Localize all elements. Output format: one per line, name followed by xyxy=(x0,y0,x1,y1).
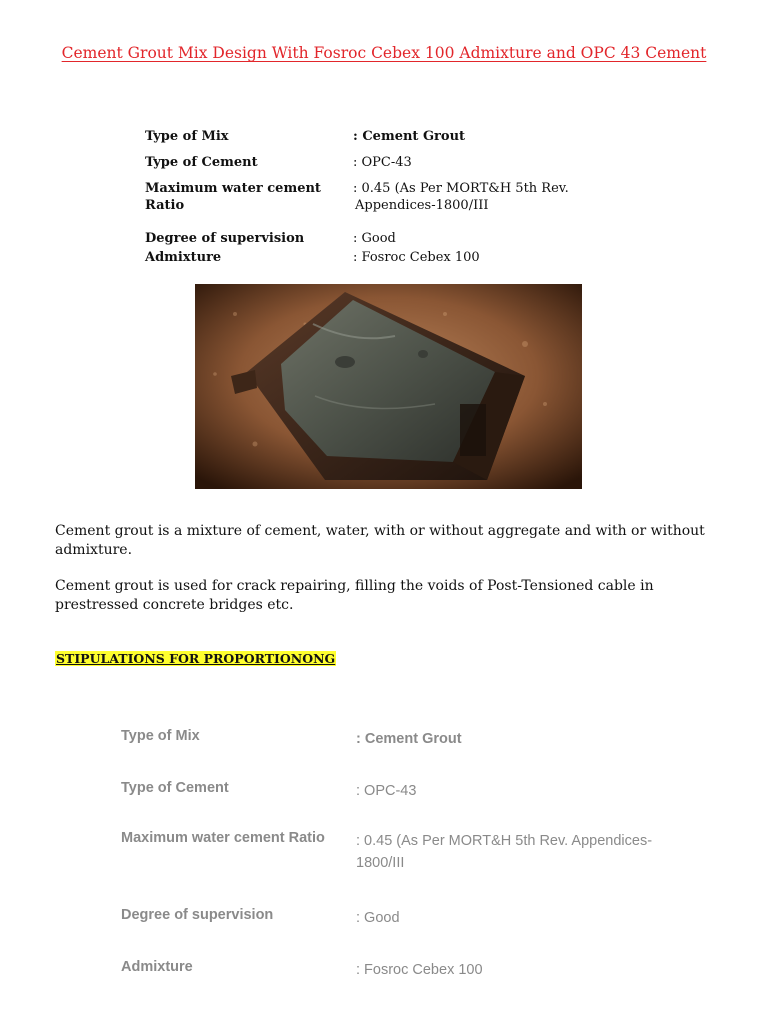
shot-wc-value: : 0.45 (As Per MORT&H 5th Rev. Appendices-1800/III xyxy=(356,833,653,871)
spec-wc-value-line2: Appendices-1800/III xyxy=(355,198,489,213)
document-title: Cement Grout Mix Design With Fosroc Cebex 100 Admixture and OPC 43 Cement xyxy=(61,44,707,62)
shot-supervision-label: Degree of supervision xyxy=(121,907,274,923)
shot-cement-label: Type of Cement xyxy=(121,780,229,796)
paragraph-usage: Cement grout is used for crack repairing, filling the voids of Post-Tensioned cable in prestressed concrete bridges etc. xyxy=(55,578,654,613)
shot-admixture-label: Admixture xyxy=(121,959,193,975)
shot-cement-value: : OPC-43 xyxy=(356,783,417,799)
cement-grout-mould-photo xyxy=(195,284,582,489)
stipulations-heading: STIPULATIONS FOR PROPORTIONONG xyxy=(56,651,336,666)
spec-mix-value: : Cement Grout xyxy=(353,129,466,144)
spec-admixture-label: Admixture xyxy=(145,250,222,265)
paragraph-definition: Cement grout is a mixture of cement, water, with or without aggregate and with or without admixture. xyxy=(55,523,705,558)
spec-cement-value: : OPC-43 xyxy=(353,155,412,170)
spec-supervision-label: Degree of supervision xyxy=(145,231,305,246)
shot-admixture-value: : Fosroc Cebex 100 xyxy=(356,962,483,978)
spec-cement-label: Type of Cement xyxy=(145,155,258,170)
shot-supervision-value: : Good xyxy=(356,910,400,926)
shot-mix-value: : Cement Grout xyxy=(356,731,462,747)
spec-wc-value xyxy=(353,180,593,214)
spec-mix-label: Type of Mix xyxy=(145,129,229,144)
spec-admixture-value: : Fosroc Cebex 100 xyxy=(353,250,480,265)
spec-wc-label: Maximum water cement Ratio xyxy=(145,181,321,213)
spec-supervision-value: : Good xyxy=(353,231,396,246)
shot-wc-label: Maximum water cement Ratio xyxy=(121,830,325,846)
spec-wc-value-line1: : 0.45 (As Per MORT&H 5th Rev. xyxy=(353,181,569,196)
shot-mix-label: Type of Mix xyxy=(121,728,200,744)
